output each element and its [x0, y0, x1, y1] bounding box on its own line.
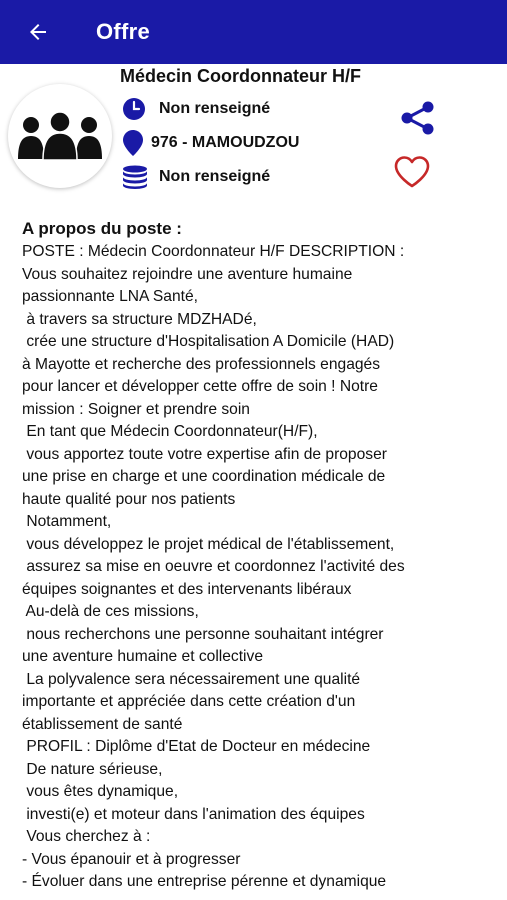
location-pin-icon	[122, 129, 144, 157]
description-line: Au-delà de ces missions,	[22, 603, 199, 620]
heart-outline-icon	[392, 154, 432, 190]
description-line: PROFIL : Diplôme d'Etat de Docteur en médecine	[22, 738, 371, 755]
clock-icon	[122, 97, 146, 121]
description-line: nous recherchons une personne souhaitant intégrer	[22, 625, 384, 643]
group-icon	[14, 111, 106, 161]
job-title: Médecin Coordonnateur H/F	[120, 66, 362, 86]
description-line: équipes soignantes et des intervenants libéraux	[22, 580, 352, 598]
schedule-value: Non renseigné	[159, 100, 271, 117]
description-line: crée une structure d'Hospitalisation A Domicile (HAD)	[22, 333, 395, 350]
description-line: pour lancer et développer cette offre de soin ! Notre	[22, 378, 378, 395]
description-line: POSTE : Médecin Coordonnateur H/F DESCRIPTION :	[22, 243, 405, 260]
description-line: importante et appréciée dans cette création d'un	[22, 693, 356, 710]
description-line: - Vous épanouir et à progresser	[22, 850, 241, 868]
page-title: Offre	[96, 19, 151, 44]
description-body	[22, 241, 492, 894]
share-icon	[398, 98, 438, 138]
coins-icon	[122, 165, 148, 189]
description-line: Vous cherchez à :	[22, 828, 151, 845]
arrow-left-icon	[26, 20, 50, 44]
description-line: La polyvalence sera nécessairement une qualité	[22, 670, 361, 688]
avatar	[8, 84, 112, 188]
description-line: haute qualité pour nos patients	[22, 490, 236, 508]
description-line: Notamment,	[22, 513, 112, 530]
description-line: une aventure humaine et collective	[22, 648, 263, 665]
share-button[interactable]	[398, 98, 438, 138]
description-line: à travers sa structure MDZHADé,	[22, 310, 257, 328]
schedule-row	[122, 96, 270, 122]
description-line: vous apportez toute votre expertise afin de proposer	[22, 445, 387, 463]
description-line: assurez sa mise en oeuvre et coordonnez l'activité des	[22, 558, 405, 575]
description-line: passionnante LNA Santé,	[22, 288, 198, 305]
location-row	[122, 130, 299, 156]
description-heading: A propos du poste :	[22, 219, 182, 238]
description-line: vous développez le projet médical de l'établissement,	[22, 535, 395, 553]
description-line: établissement de santé	[22, 715, 183, 733]
description-line: investi(e) et moteur dans l'animation des équipes	[22, 805, 365, 823]
description-line: Vous souhaitez rejoindre une aventure humaine	[22, 265, 353, 283]
description-line: une prise en charge et une coordination médicale de	[22, 468, 386, 485]
description-line: vous êtes dynamique,	[22, 783, 179, 800]
description-line: à Mayotte et recherche des professionnels engagés	[22, 355, 381, 373]
location-value: 976 - MAMOUDZOU	[151, 134, 300, 151]
salary-value: Non renseigné	[159, 168, 271, 185]
offer-header	[0, 64, 507, 204]
description-line: mission : Soigner et prendre soin	[22, 400, 250, 418]
app-bar	[0, 0, 507, 64]
favorite-button[interactable]	[392, 154, 432, 194]
job-description	[22, 218, 492, 894]
description-line: En tant que Médecin Coordonnateur(H/F),	[22, 423, 318, 440]
back-button[interactable]	[18, 12, 58, 52]
salary-row	[122, 164, 270, 190]
description-line: - Évoluer dans une entreprise pérenne et dynamique	[22, 873, 387, 890]
description-line: De nature sérieuse,	[22, 760, 163, 778]
